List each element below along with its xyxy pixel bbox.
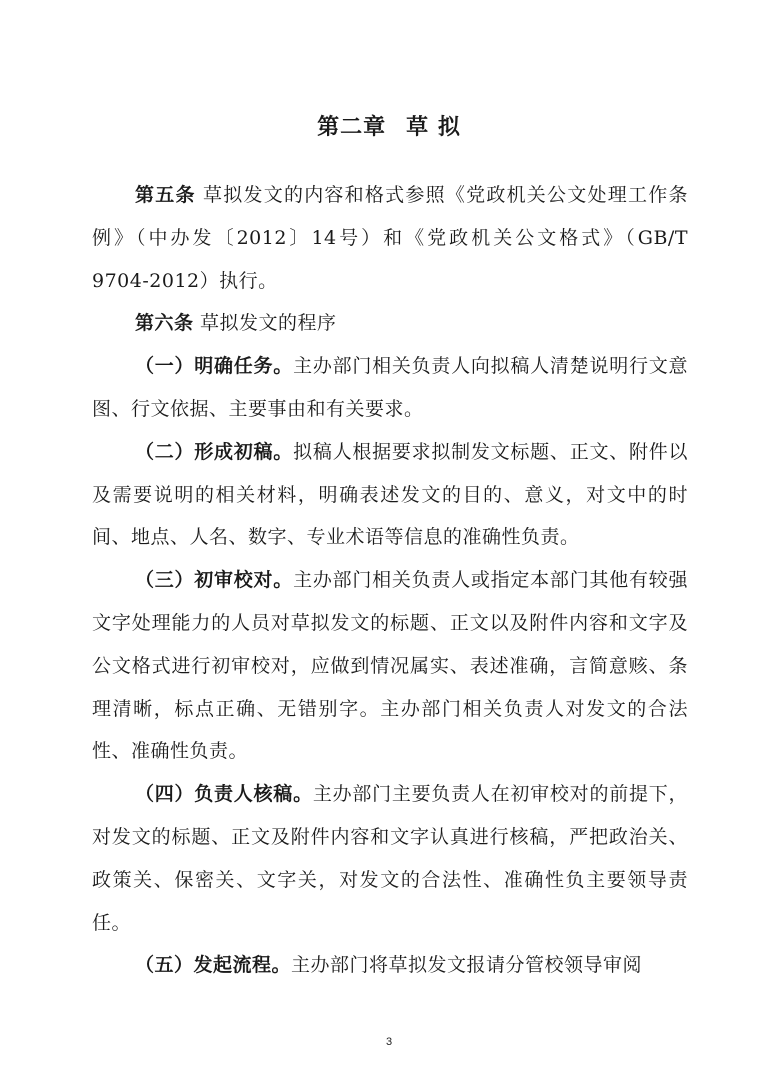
article-5-text: 草拟发文的内容和格式参照《党政机关公文处理工作条例》（中办发〔2012〕14号）和《党政机关公文格式》（GB/T 9704-2012）执行。: [92, 184, 688, 292]
page-number: 3: [385, 1036, 393, 1048]
article-5-paragraph: [92, 174, 688, 302]
chapter-title: [0, 110, 778, 141]
item-4-label: （四）负责人核稿。: [135, 783, 313, 806]
article-6-paragraph: [92, 302, 688, 345]
item-2-text: 拟稿人根据要求拟制发文标题、正文、附件以及需要说明的相关材料，明确表述发文的目的、意义，对文中的时间、地点、人名、数字、专业术语等信息的准确性负责。: [92, 440, 688, 549]
item-5-label: （五）发起流程。: [135, 954, 292, 977]
item-5-text: 主办部门将草拟发文报请分管校领导审阅: [291, 954, 643, 977]
item-3-paragraph: [92, 559, 688, 773]
item-1-paragraph: [92, 345, 688, 431]
item-1-label: （一）明确任务。: [135, 355, 294, 378]
item-1-text: 主办部门相关负责人向拟稿人清楚说明行文意图、行文依据、主要事由和有关要求。: [92, 355, 688, 420]
article-5-label: 第五条: [135, 184, 196, 206]
item-3-label: （三）初审校对。: [135, 569, 294, 592]
item-2-paragraph: [92, 431, 688, 559]
chapter-number: 第二章: [317, 115, 387, 140]
item-2-label: （二）形成初稿。: [135, 440, 294, 463]
article-6-text: 草拟发文的程序: [193, 312, 337, 335]
item-3-text: 主办部门相关负责人或指定本部门其他有较强文字处理能力的人员对草拟发文的标题、正文以及附件内容和文字及公文格式进行初审校对，应做到情况属实、表述准确，言简意赅、条理清晰，标点正确、无错别字。主办部门相关负责人对发文的合法性、准确性负责。: [92, 569, 688, 763]
article-6-label: 第六条: [135, 312, 194, 335]
item-4-paragraph: [92, 773, 688, 944]
chapter-name: 草 拟: [406, 115, 461, 140]
document-body: [92, 174, 688, 987]
item-4-text: 主办部门主要负责人在初审校对的前提下，对发文的标题、正文及附件内容和文字认真进行核稿，严把政治关、政策关、保密关、文字关，对发文的合法性、准确性负主要领导责任。: [92, 783, 688, 934]
item-5-paragraph: [92, 944, 688, 987]
